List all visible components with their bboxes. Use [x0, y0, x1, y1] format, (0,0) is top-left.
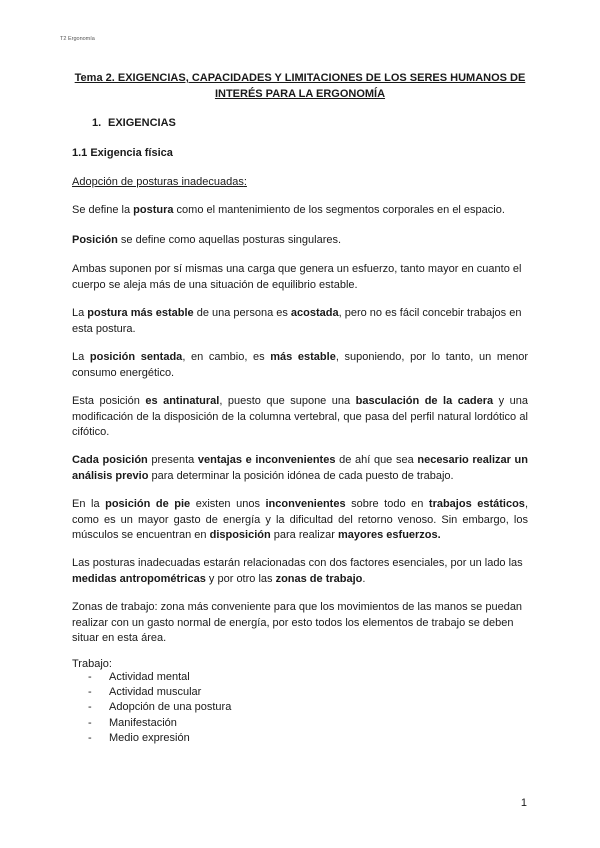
running-header: T2 Ergonomía — [60, 36, 95, 42]
paragraph-antinatural: Esta posición es antinatural, puesto que supone una basculación de la cadera y una modificación de la disposición de la columna vertebral, que pasa del perfil natural lordótico al cifótico. — [72, 395, 529, 438]
trabajo-list — [88, 670, 231, 746]
subsection-heading: 1.1 Exigencia física — [72, 147, 173, 159]
section-label: EXIGENCIAS — [108, 117, 176, 129]
topic-subheading-label: Adopción de posturas inadecuadas — [72, 176, 244, 188]
document-title — [60, 70, 540, 102]
topic-subheading — [72, 176, 247, 188]
title-line-2: INTERÉS PARA LA ERGONOMÍA — [214, 88, 386, 100]
paragraph-posicion-sentada: La posición sentada, en cambio, es más estable, suponiendo, por lo tanto, un menor consumo energético. — [72, 351, 529, 379]
list-item: - Actividad mental — [88, 671, 190, 683]
paragraph-postura: Se define la postura como el mantenimiento de los segmentos corporales en el espacio. — [72, 204, 505, 216]
page-number: 1 — [520, 797, 527, 809]
paragraph-posturas-inadecuadas: Las posturas inadecuadas estarán relacionadas con dos factores esenciales, por un lado las medidas antropométricas y por otro las zonas de trabajo. — [72, 557, 523, 585]
paragraph-ambas: Ambas suponen por sí mismas una carga que genera un esfuerzo, tanto mayor en cuanto el cuerpo se aleja más de una situación de equilibrio estable. — [72, 263, 522, 291]
paragraph-trabajo: Trabajo: — [72, 658, 112, 670]
title-line-1: Tema 2. EXIGENCIAS, CAPACIDADES Y LIMITACIONES DE LOS SERES HUMANOS DE — [74, 72, 526, 84]
paragraph-zonas-de-trabajo: Zonas de trabajo: zona más conveniente para que los movimientos de las manos se puedan realizar con un gasto normal de energía, por esto todos los elementos de trabajo se deben situar en esta área. — [72, 601, 523, 644]
list-item: - Actividad muscular — [88, 686, 202, 699]
list-item: - Adopción de una postura — [88, 701, 232, 714]
list-item: - Medio expresión — [88, 731, 190, 744]
list-item: - Manifestación — [88, 716, 177, 729]
paragraph-postura-estable: La postura más estable de una persona es acostada, pero no es fácil concebir trabajos en esta postura. — [72, 307, 522, 335]
section-heading — [92, 117, 176, 129]
paragraph-posicion-de-pie: En la posición de pie existen unos inconvenientes sobre todo en trabajos estáticos, como es un mayor gasto de energía y la dificultad del retorno venoso. Sin embargo, los músculos se encuentran en disposición para realizar mayores esfuerzos. — [72, 498, 528, 541]
topic-subheading-suffix: : — [243, 176, 247, 188]
paragraph-cada-posicion: Cada posición presenta ventajas e inconvenientes de ahí que sea necesario realizar un análisis previo para determinar la posición idónea de cada puesto de trabajo. — [72, 454, 528, 482]
section-number: 1. — [92, 117, 102, 129]
paragraph-posicion: Posición se define como aquellas posturas singulares. — [72, 234, 342, 246]
